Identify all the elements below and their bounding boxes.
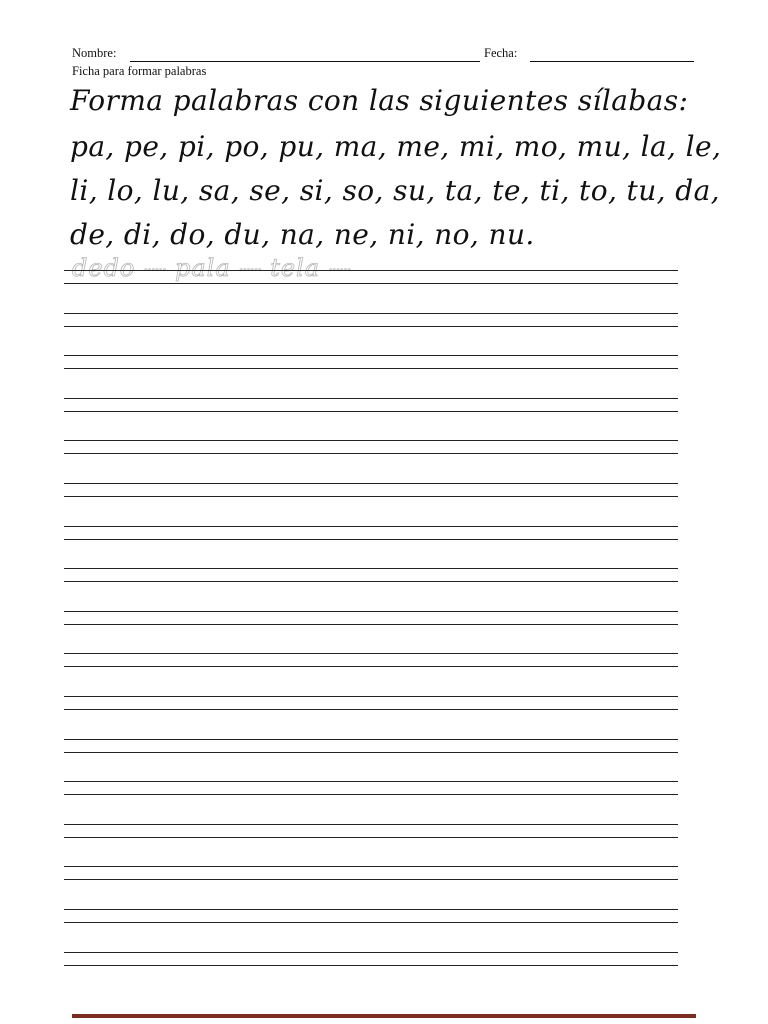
writing-line-top bbox=[64, 270, 678, 271]
footer-bar bbox=[72, 1014, 696, 1018]
writing-line-bottom bbox=[64, 965, 678, 966]
example-word-1: dedo bbox=[72, 254, 136, 282]
example-word-2: pala bbox=[174, 254, 231, 282]
writing-line-top bbox=[64, 568, 678, 569]
writing-line-top bbox=[64, 824, 678, 825]
writing-line-top bbox=[64, 653, 678, 654]
example-separator: ------ bbox=[239, 262, 262, 275]
example-word-3: tela bbox=[270, 254, 321, 282]
traceable-example bbox=[72, 254, 351, 282]
writing-line-top bbox=[64, 440, 678, 441]
writing-line-top bbox=[64, 866, 678, 867]
writing-line-top bbox=[64, 952, 678, 953]
writing-line-bottom bbox=[64, 709, 678, 710]
name-field-line[interactable] bbox=[130, 61, 480, 62]
writing-line-top bbox=[64, 313, 678, 314]
writing-line-bottom bbox=[64, 368, 678, 369]
writing-line-bottom bbox=[64, 752, 678, 753]
header-row bbox=[72, 46, 694, 64]
date-field-line[interactable] bbox=[530, 61, 694, 62]
instruction-title: Forma palabras con las siguientes sílabas: bbox=[70, 84, 689, 117]
example-separator: ------ bbox=[328, 262, 352, 275]
writing-line-bottom bbox=[64, 922, 678, 923]
writing-line-bottom bbox=[64, 539, 678, 540]
syllable-line-3: de, di, do, du, na, ne, ni, no, nu. bbox=[70, 218, 535, 251]
writing-line-top bbox=[64, 355, 678, 356]
example-separator: ------ bbox=[144, 262, 167, 275]
writing-line-bottom bbox=[64, 666, 678, 667]
syllable-line-2: li, lo, lu, sa, se, si, so, su, ta, te, ti, to, tu, da, bbox=[70, 174, 720, 207]
writing-line-top bbox=[64, 909, 678, 910]
writing-line-top bbox=[64, 398, 678, 399]
writing-line-top bbox=[64, 781, 678, 782]
writing-line-bottom bbox=[64, 879, 678, 880]
writing-line-bottom bbox=[64, 581, 678, 582]
writing-line-bottom bbox=[64, 453, 678, 454]
name-label: Nombre: bbox=[72, 46, 117, 60]
writing-line-bottom bbox=[64, 283, 678, 284]
writing-line-bottom bbox=[64, 411, 678, 412]
writing-line-bottom bbox=[64, 496, 678, 497]
writing-line-top bbox=[64, 739, 678, 740]
worksheet-subtitle: Ficha para formar palabras bbox=[72, 64, 207, 78]
writing-line-bottom bbox=[64, 624, 678, 625]
writing-line-top bbox=[64, 526, 678, 527]
writing-line-top bbox=[64, 483, 678, 484]
writing-line-top bbox=[64, 611, 678, 612]
writing-line-bottom bbox=[64, 837, 678, 838]
date-label: Fecha: bbox=[484, 46, 518, 60]
writing-line-top bbox=[64, 696, 678, 697]
writing-line-bottom bbox=[64, 794, 678, 795]
writing-line-bottom bbox=[64, 326, 678, 327]
syllable-line-1: pa, pe, pi, po, pu, ma, me, mi, mo, mu, la, le, bbox=[70, 130, 722, 163]
